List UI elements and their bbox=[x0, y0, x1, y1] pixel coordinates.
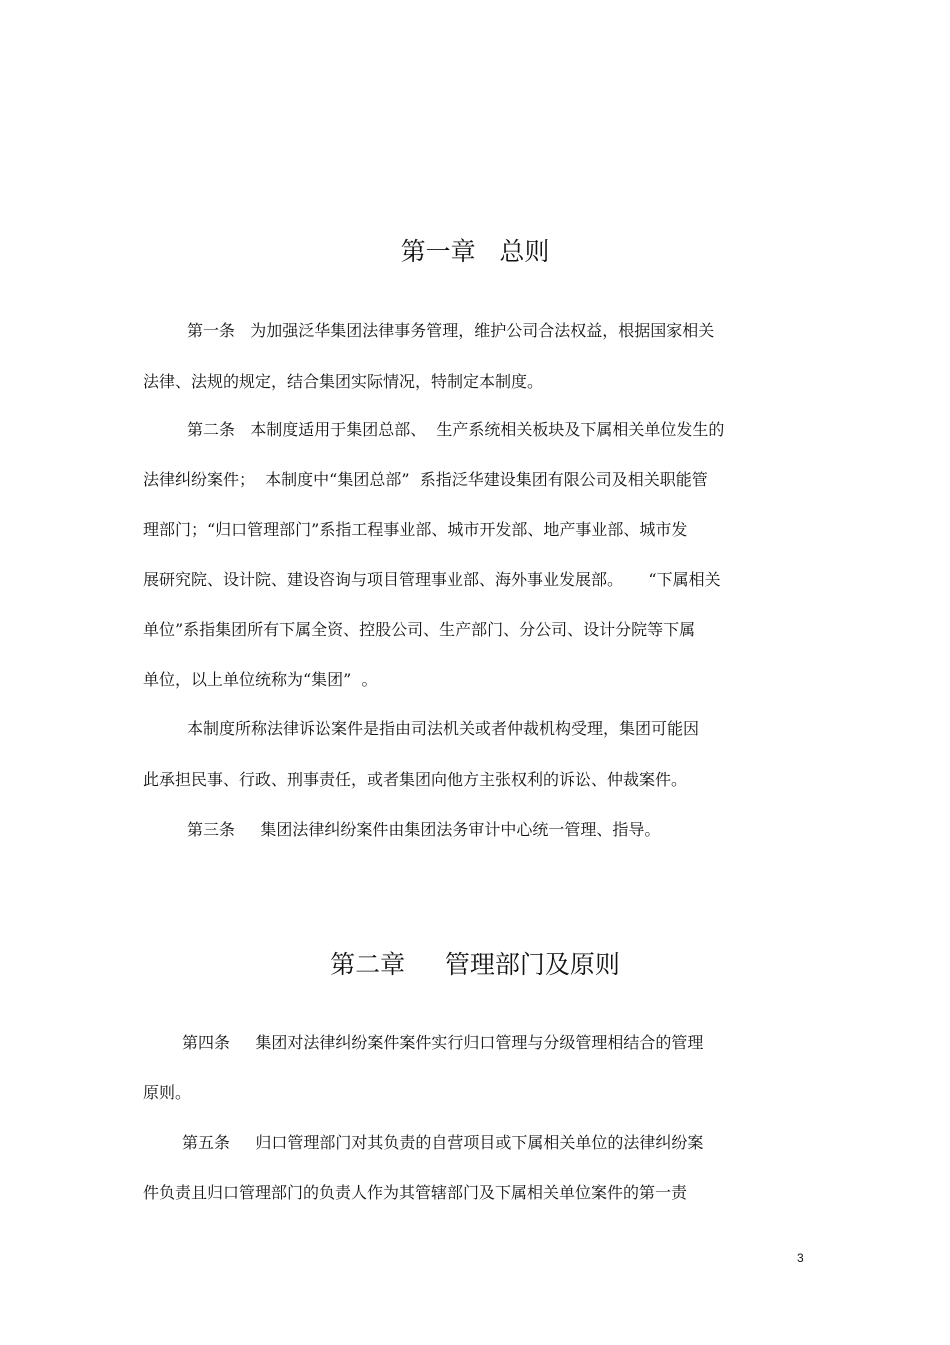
chapter-1-line-10: 此承担民事、行政、刑事责任，或者集团向他方主张权利的诉讼、仲裁案件。 bbox=[143, 770, 688, 789]
chapter-2-title: 第二章 管理部门及原则 bbox=[330, 950, 620, 979]
page-number: 3 bbox=[797, 1251, 804, 1265]
chapter-1-line-9: 本制度所称法律诉讼案件是指由司法机关或者仲裁机构受理，集团可能因 bbox=[187, 719, 700, 738]
chapter-1-line-4: 法律纠纷案件； 本制度中“集团总部” 系指泛华建设集团有限公司及相关职能管 bbox=[143, 470, 708, 489]
chapter-2-line-2: 原则。 bbox=[143, 1083, 192, 1102]
chapter-1-line-1: 第一条 为加强泛华集团法律事务管理，维护公司合法权益，根据国家相关 bbox=[187, 321, 715, 340]
chapter-2-line-3: 第五条 归口管理部门对其负责的自营项目或下属相关单位的法律纠纷案 bbox=[182, 1133, 704, 1152]
chapter-1-line-6: 展研究院、设计院、建设咨询与项目管理事业部、海外事业发展部。 “下属相关 bbox=[143, 570, 721, 589]
chapter-1-title: 第一章 总则 bbox=[400, 237, 550, 266]
chapter-2-line-1: 第四条 集团对法律纠纷案件案件实行归口管理与分级管理相结合的管理 bbox=[182, 1033, 704, 1052]
chapter-1-line-2: 法律、法规的规定，结合集团实际情况，特制定本制度。 bbox=[143, 372, 544, 391]
chapter-2-line-4: 件负责且归口管理部门的负责人作为其管辖部门及下属相关单位案件的第一责 bbox=[143, 1183, 688, 1202]
chapter-1-line-8: 单位，以上单位统称为“集团” 。 bbox=[143, 670, 378, 689]
chapter-1-line-5: 理部门；“归口管理部门”系指工程事业部、城市开发部、地产事业部、城市发 bbox=[143, 520, 688, 539]
chapter-1-line-3: 第二条 本制度适用于集团总部、 生产系统相关板块及下属相关单位发生的 bbox=[187, 420, 725, 439]
chapter-1-line-7: 单位”系指集团所有下属全资、控股公司、生产部门、分公司、设计分院等下属 bbox=[143, 620, 696, 639]
chapter-1-line-11: 第三条 集团法律纠纷案件由集团法务审计中心统一管理、指导。 bbox=[187, 820, 661, 839]
